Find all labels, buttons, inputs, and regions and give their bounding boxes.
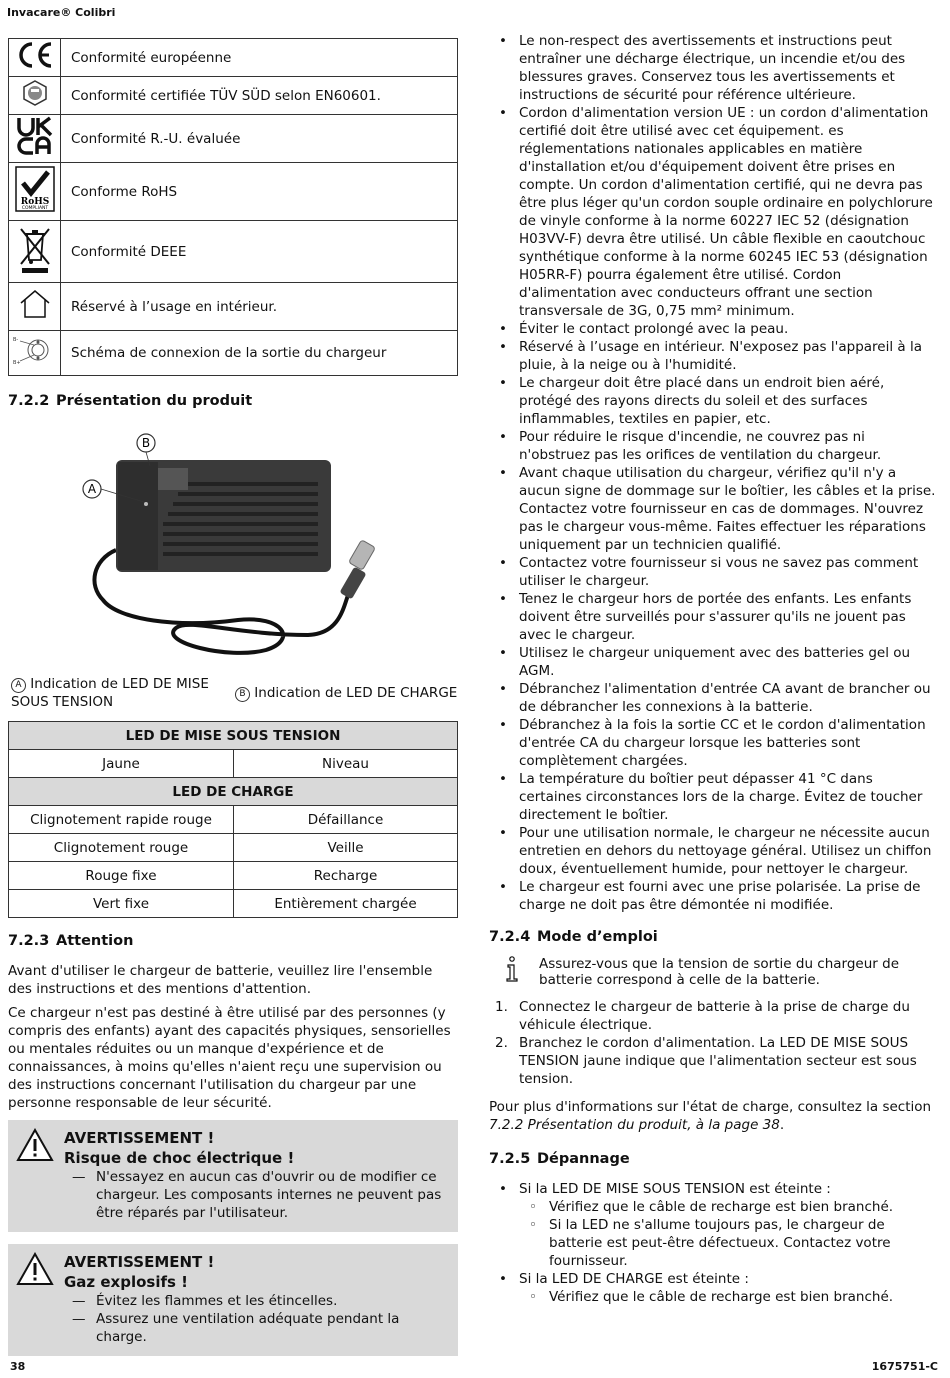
symbol-row [9,163,458,221]
symbol-row [9,331,458,376]
table-cell: Niveau [234,750,458,778]
table-cell: Vert fixe [9,890,234,918]
warning-title: AVERTISSEMENT ! [64,1253,215,1271]
symbol-label: Conformité DEEE [61,221,458,283]
list-item: • Avant chaque utilisation du chargeur, vérifiez qu'il n'y a aucun signe de dommage sur le boîtier, les câbles et la prise. Contactez votre fournisseur en cas de dommages. N'ouvrez pas le chargeur vous-même. Faites effectuer les réparations uniquement par un technicien qualifié. [489,464,939,554]
symbol-label: Schéma de connexion de la sortie du chargeur [61,331,458,376]
warning-subtitle: Risque de choc électrique ! [64,1149,295,1167]
callout-a-label: A [87,482,97,496]
list-item: • La température du boîtier peut dépasser 41 °C dans certaines circonstances lors de la charge. Évitez de toucher directement le boîtier. [489,770,939,824]
warning-title: AVERTISSEMENT ! [64,1129,215,1147]
legend-item-a: A Indication de LED DE MISE SOUS TENSION [11,676,209,710]
warning-item: — Assurez une ventilation adéquate pendant la charge. [72,1311,400,1345]
list-item: • Le chargeur doit être placé dans un endroit bien aéré, protégé des rayons directs du soleil et des surfaces inflammables, textiles en papier, etc. [489,374,939,428]
sub-list [519,1198,939,1270]
list-item: • Utilisez le chargeur uniquement avec des batteries gel ou AGM. [489,644,939,680]
sub-list [519,1288,939,1306]
section-heading-7-2-2: 7.2.2 Présentation du produit [8,393,253,409]
rohs-icon [9,163,61,221]
svg-text:RoHS: RoHS [20,196,49,207]
symbol-label: Conformité européenne [61,39,458,77]
table-cell: Clignotement rapide rouge [9,806,234,834]
symbol-label: Conformité R.-U. évaluée [61,115,458,163]
list-item: • Si la LED DE CHARGE est éteinte : ◦ Vérifiez que le câble de recharge est bien branché. [489,1270,939,1306]
list-item: • Tenez le chargeur hors de portée des enfants. Les enfants doivent être surveillés pour s'assurer qu'ils ne jouent pas avec le chargeur. [489,590,939,644]
left-column [8,38,458,1356]
table-row [9,890,458,918]
symbols-table [8,38,458,376]
info-note: Assurez-vous que la tension de sortie du chargeur de batterie correspond à celle de la batterie. [489,956,939,988]
led-table-header: LED DE MISE SOUS TENSION [9,722,458,750]
warning-box-explosive-gas [8,1244,458,1356]
led-table-header: LED DE CHARGE [9,778,458,806]
callout-b-label: B [141,436,151,450]
table-cell: Clignotement rouge [9,834,234,862]
weee-bin-icon [9,221,61,283]
ukca-mark-icon [9,115,61,163]
symbol-label: Conforme RoHS [61,163,458,221]
tuv-sud-icon [9,77,61,115]
troubleshooting-list [489,1180,939,1306]
charger-figure [8,410,458,675]
list-item: • Réservé à l’usage en intérieur. N'exposez pas l'appareil à la pluie, à la neige ou à l'humidité. [489,338,939,374]
symbol-row [9,39,458,77]
svg-text:COMPLIANT: COMPLIANT [21,205,48,211]
table-cell: Veille [234,834,458,862]
warning-box-electric-shock [8,1120,458,1232]
cross-reference-link[interactable]: 7.2.2 Présentation du produit, à la page 38 [489,1117,780,1133]
house-icon [9,283,61,331]
symbol-label: Réservé à l’usage en intérieur. [61,283,458,331]
charger-image [8,410,458,675]
paragraph: Avant d'utiliser le chargeur de batterie, veuillez lire l'ensemble des instructions et des mentions d'attention. [8,963,433,997]
safety-bullet-list [489,32,939,914]
cross-reference-paragraph: Pour plus d'informations sur l'état de charge, consultez la section 7.2.2 Présentation du produit, à la page 38. [489,1099,932,1133]
section-heading-7-2-5: 7.2.5 Dépannage [489,1151,630,1167]
led-table [8,721,458,918]
svg-text:B+: B+ [12,360,21,366]
page-number: 38 [10,1360,26,1373]
instruction-steps [489,998,939,1088]
running-header: Invacare® Colibri [7,6,116,19]
table-cell: Jaune [9,750,234,778]
connector-pinout-icon [9,331,61,376]
ce-mark-icon [9,39,61,77]
table-row [9,750,458,778]
list-item: • Éviter le contact prolongé avec la peau. [489,320,939,338]
legend-item-b: B Indication de LED DE CHARGE [235,684,457,702]
table-cell: Entièrement chargée [234,890,458,918]
svg-text:B-: B- [12,337,18,343]
list-item: • Si la LED DE MISE SOUS TENSION est éteinte : ◦ Vérifiez que le câble de recharge est bien branché. ◦ Si la LED ne s'allume toujours pas, le chargeur de batterie est peut-être défectueux. Contactez votre fournisseur. [489,1180,939,1270]
list-item: • Cordon d'alimentation version UE : un cordon d'alimentation certifié doit être utilisé avec cet équipement. es réglementations nationales applicables en matière d'installation et/ou d'équipement doivent être prises en compte. Un cordon d'alimentation certifié, qui ne devra pas être plus léger qu'un cordon souple ordinaire en polychlorure de vinyle conforme à la norme 60227 IEC 52 (désignation H03VV-F) devra être utilisé. Un câble flexible en caoutchouc synthétique conforme à la norme 60245 IEC 53 (désignation H05RR-F) pourra également être utilisé. Cordon d'alimentation avec conducteurs offrant une section transversale de 3G, 0,75 mm² minimum. [489,104,939,320]
table-cell: Défaillance [234,806,458,834]
warning-subtitle: Gaz explosifs ! [64,1273,189,1291]
list-item: • Pour réduire le risque d'incendie, ne couvrez pas ni n'obstruez pas les orifices de ventilation du chargeur. [489,428,939,464]
paragraph: Ce chargeur n'est pas destiné à être utilisé par des personnes (y compris des enfants) ayant des capacités physiques, sensorielles ou mentales réduites ou un manque d'expérience et de connaissances, à moins qu'elles n'aient reçu une supervision ou des instructions concernant l'utilisation du chargeur par une personne responsable de leur sécurité. [8,1005,451,1111]
list-item: • Le chargeur est fourni avec une prise polarisée. La prise de charge ne doit pas être démontée ni modifiée. [489,878,939,914]
list-item: • Contactez votre fournisseur si vous ne savez pas comment utiliser le chargeur. [489,554,939,590]
list-item: • Pour une utilisation normale, le chargeur ne nécessite aucun entretien en dehors du nettoyage général. Utilisez un chiffon doux, éventuellement humide, pour nettoyer le chargeur. [489,824,939,878]
symbol-label: Conformité certifiée TÜV SÜD selon EN60601. [61,77,458,115]
symbol-row [9,283,458,331]
figure-legend [8,675,458,719]
document-code: 1675751-C [871,1360,938,1373]
list-item: • Débranchez l'alimentation d'entrée CA avant de brancher ou de débrancher les connexions à la batterie. [489,680,939,716]
list-item: 2. Branchez le cordon d'alimentation. La LED DE MISE SOUS TENSION jaune indique que l'alimentation secteur est sous tension. [495,1035,917,1087]
section-heading-7-2-4: 7.2.4 Mode d’emploi [489,929,658,945]
symbol-row [9,221,458,283]
table-row [9,862,458,890]
list-item: ◦ Vérifiez que le câble de recharge est bien branché. [519,1198,939,1216]
symbol-row [9,115,458,163]
table-row [9,834,458,862]
list-item: ◦ Si la LED ne s'allume toujours pas, le chargeur de batterie est peut-être défectueux. Contactez votre fournisseur. [519,1216,939,1270]
info-icon [505,956,519,982]
table-cell: Rouge fixe [9,862,234,890]
list-item: ◦ Vérifiez que le câble de recharge est bien branché. [519,1288,939,1306]
warning-icon [16,1128,54,1162]
list-item: 1. Connectez le chargeur de batterie à la prise de charge du véhicule électrique. [495,999,910,1033]
list-item: • Le non-respect des avertissements et instructions peut entraîner une décharge électrique, un incendie et/ou des blessures graves. Conservez tous les avertissements et instructions de sécurité pour référence ultérieure. [489,32,939,104]
table-row [9,806,458,834]
warning-item: — Évitez les flammes et les étincelles. [72,1293,338,1309]
warning-icon [16,1252,54,1286]
symbol-row [9,77,458,115]
right-column [489,32,939,1306]
table-cell: Recharge [234,862,458,890]
warning-item: — N'essayez en aucun cas d'ouvrir ou de modifier ce chargeur. Les composants internes ne peuvent pas être réparés par l'utilisateur. [72,1169,442,1221]
section-heading-7-2-3: 7.2.3 Attention [8,933,134,949]
list-item: • Débranchez à la fois la sortie CC et le cordon d'alimentation d'entrée CA du chargeur lorsque les batteries sont complètement chargées. [489,716,939,770]
